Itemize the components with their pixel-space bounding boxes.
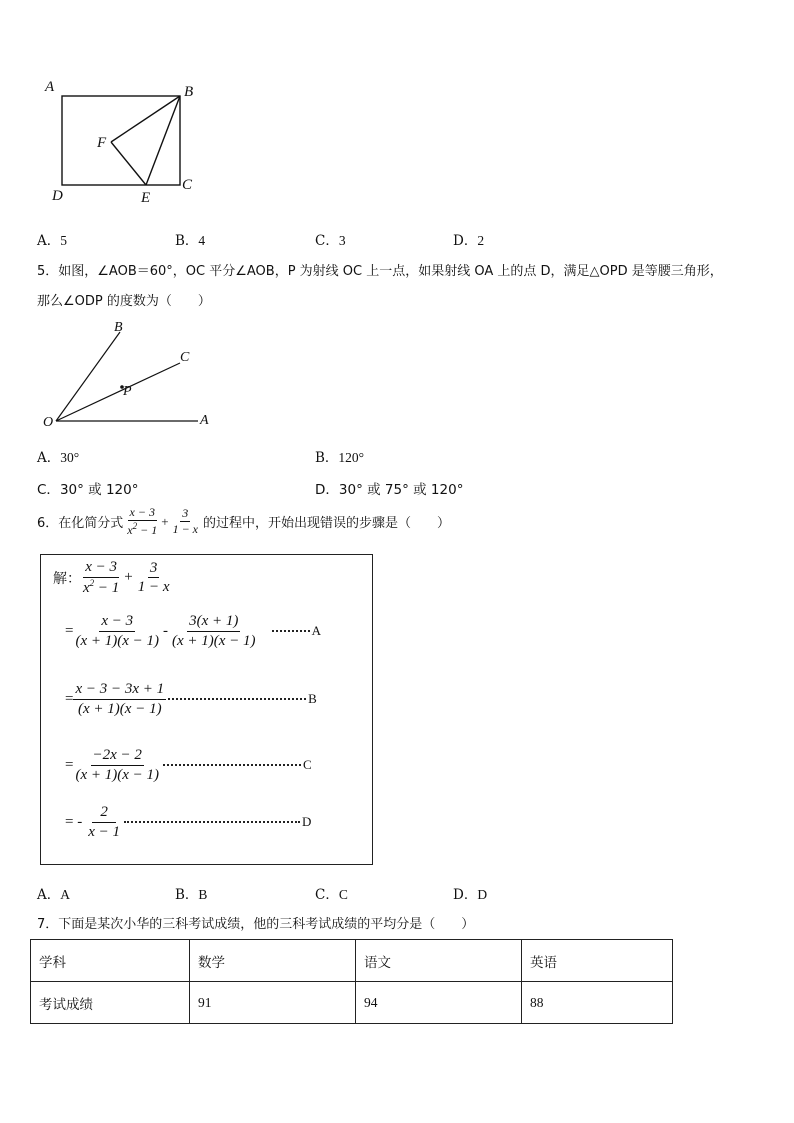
equals-sign: = — [65, 622, 74, 639]
step-tag: B — [308, 691, 317, 706]
fraction: $\frac{x - 3 - 3x + 1}{(x + 1)(x - 1)}$ — [75, 681, 165, 717]
scores-table — [30, 939, 673, 1024]
label-b: B — [114, 320, 123, 335]
label-a: A — [200, 413, 209, 428]
q4-option-a[interactable] — [37, 229, 67, 249]
dotted-leader — [163, 764, 301, 766]
label-a: A — [45, 79, 55, 95]
minus-sign: - — [163, 622, 169, 639]
figure-angle-aob — [38, 318, 218, 433]
dotted-leader — [124, 821, 300, 823]
option-text: B — [198, 887, 208, 902]
option-text: A — [60, 887, 70, 902]
label-o: O — [43, 415, 54, 430]
q7-question: 7．下面是某次小华的三科考试成绩，他的三科考试成绩的平均分是（ ） — [37, 917, 475, 932]
label-p: P — [123, 384, 132, 399]
fraction-numerator: x − 3 — [128, 506, 157, 521]
option-letter: D． — [315, 482, 339, 498]
label-e: E — [141, 190, 151, 206]
option-text: 2 — [477, 233, 485, 248]
q5-option-d[interactable] — [315, 478, 463, 498]
q5-option-b[interactable] — [315, 446, 364, 466]
option-letter: B． — [175, 233, 199, 249]
q6-question — [37, 506, 450, 537]
option-text: 120° — [338, 450, 365, 465]
table-cell: 91 — [190, 982, 356, 1024]
equals-sign: = — [65, 690, 74, 707]
option-text: C — [338, 887, 348, 902]
option-letter: D． — [453, 233, 478, 249]
dotted-leader — [272, 630, 310, 632]
solution-step-c — [65, 747, 312, 783]
option-text: 30° — [60, 450, 80, 465]
q5-option-c[interactable] — [37, 478, 138, 498]
option-letter: D． — [453, 887, 478, 903]
equals-minus-sign: = - — [65, 813, 83, 830]
solution-box — [40, 554, 373, 865]
fraction: $\frac{3}{1 - x}$ — [137, 559, 170, 595]
solution-step-a — [65, 613, 321, 649]
segment-be — [146, 96, 180, 185]
segment-fe — [111, 142, 146, 185]
solution-label: 解： — [53, 570, 81, 587]
option-text: 4 — [198, 233, 206, 248]
table-cell: 语文 — [356, 940, 522, 982]
fraction: $\frac{3(x + 1)}{(x + 1)(x - 1)}$ — [172, 613, 256, 649]
solution-step-d — [65, 804, 311, 840]
option-letter: A． — [37, 233, 61, 249]
q5-question-line2: 那么∠ODP 的度数为（ ） — [37, 294, 211, 309]
dotted-leader — [168, 698, 306, 700]
q5-option-a[interactable] — [37, 446, 79, 466]
step-tag: C — [303, 757, 312, 772]
table-cell: 考试成绩 — [31, 982, 190, 1024]
option-text: 5 — [60, 233, 67, 248]
label-b: B — [184, 84, 194, 100]
q6-fraction-1 — [125, 506, 159, 537]
equals-sign: = — [65, 756, 74, 773]
label-c: C — [182, 177, 193, 193]
step-tag: D — [302, 814, 312, 829]
label-f: F — [97, 135, 107, 151]
plus-sign: + — [124, 569, 133, 585]
table-header-row — [31, 940, 673, 982]
option-letter: B． — [175, 887, 199, 903]
table-row — [31, 982, 673, 1024]
ray-oc — [56, 363, 180, 421]
fraction: $\frac{-2x - 2}{(x + 1)(x - 1)}$ — [75, 747, 160, 783]
option-letter: C． — [37, 482, 60, 498]
solution-step-b — [65, 681, 317, 717]
q4-option-c[interactable] — [315, 229, 346, 249]
q6-suffix: 的过程中，开始出现错误的步骤是（ ） — [203, 516, 451, 532]
step-tag: A — [311, 623, 321, 638]
table-cell: 学科 — [31, 940, 190, 982]
label-c: C — [180, 350, 190, 365]
q6-option-b[interactable] — [175, 883, 207, 903]
q6-option-d[interactable] — [453, 883, 487, 903]
q4-option-d[interactable] — [453, 229, 484, 249]
q6-option-c[interactable] — [315, 883, 348, 903]
option-text: 30° 或 120° — [59, 482, 139, 498]
table-cell: 88 — [522, 982, 673, 1024]
q5-question-line1: 5．如图，∠AOB＝60°，OC 平分∠AOB，P 为射线 OC 上一点，如果射线 OA 上的点 D，满足△OPD 是等腰三角形， — [37, 264, 723, 279]
plus-sign: + — [161, 513, 169, 529]
table-cell: 94 — [356, 982, 522, 1024]
ray-ob — [56, 332, 120, 421]
option-text: D — [477, 887, 488, 902]
option-text: 30° 或 75° 或 120° — [338, 482, 464, 498]
angle-diagram — [38, 318, 218, 433]
fraction-numerator: 3 — [180, 507, 190, 522]
q6-fraction-2 — [171, 507, 200, 536]
option-letter: B． — [315, 450, 339, 466]
label-d: D — [52, 188, 63, 204]
segment-bf — [111, 96, 180, 142]
option-letter: A． — [37, 450, 61, 466]
q6-option-a[interactable] — [37, 883, 70, 903]
option-letter: C． — [315, 233, 339, 249]
q4-option-b[interactable] — [175, 229, 205, 249]
fraction: $\frac{x - 3}{(x + 1)(x - 1)}$ — [75, 613, 160, 649]
solution-step-0 — [53, 559, 172, 596]
q6-prefix: 6．在化简分式 — [37, 516, 124, 532]
table-cell: 数学 — [190, 940, 356, 982]
fraction: $\frac{x - 3}{x^2 - 1}$ — [83, 559, 120, 596]
fraction-denominator: 1 − x — [172, 522, 198, 537]
fraction-denominator: $x^2 - 1$ — [127, 521, 158, 538]
option-text: 3 — [338, 233, 346, 248]
option-letter: A． — [37, 887, 61, 903]
table-cell: 英语 — [522, 940, 673, 982]
fraction: $\frac{2}{x - 1}$ — [88, 804, 120, 840]
figure-rectangle-abcd — [40, 78, 210, 213]
option-letter: C． — [315, 887, 339, 903]
